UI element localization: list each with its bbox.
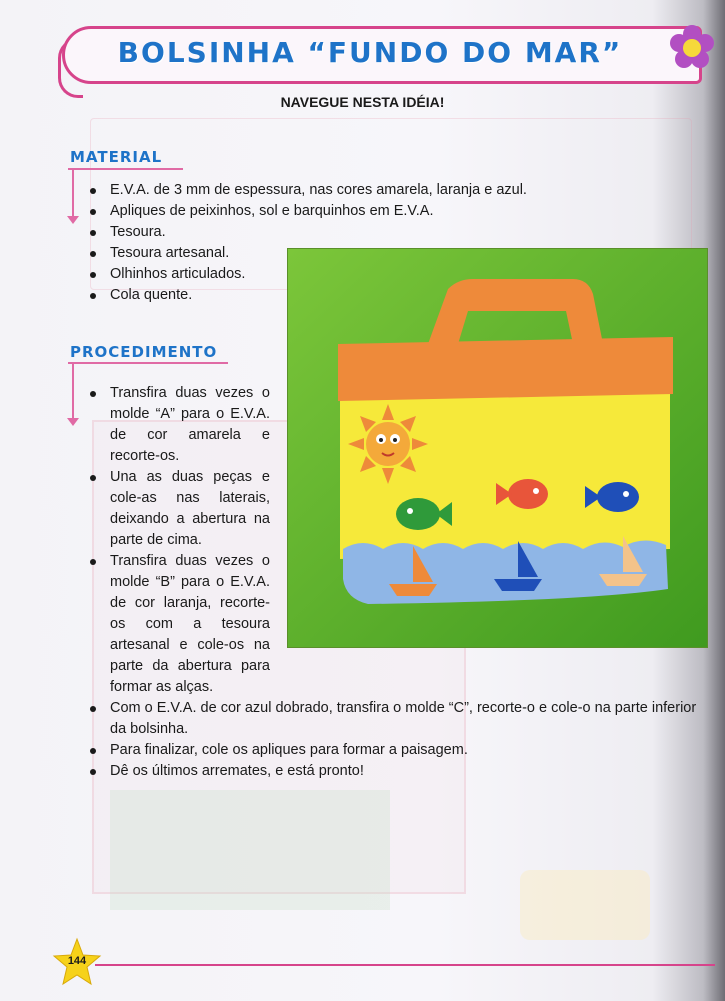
- material-arrow-icon: [72, 168, 74, 218]
- list-item: Com o E.V.A. de cor azul dobrado, transfira o molde “C”, recorte-o e cole-o na parte inferior da bolsinha.: [84, 698, 704, 740]
- material-heading: MATERIAL: [70, 148, 163, 166]
- flower-icon: [668, 24, 716, 72]
- list-item: Tesoura artesanal.: [84, 243, 604, 264]
- list-item: Transfira duas vezes o molde “B” para o E.V.A. de cor laranja, recorte-os com a tesoura artesanal e cole-os na parte da abertura para formar as alças.: [84, 551, 270, 698]
- list-item: Tesoura.: [84, 222, 604, 243]
- list-item: Cola quente.: [84, 285, 604, 306]
- list-item: Una as duas peças e cole-as nas laterais, deixando a abertura na parte de cima.: [84, 467, 270, 551]
- list-item: Apliques de peixinhos, sol e barquinhos em E.V.A.: [84, 201, 604, 222]
- footer-rule: [95, 964, 715, 966]
- list-item: Olhinhos articulados.: [84, 264, 604, 285]
- procedimento-arrow-icon: [72, 362, 74, 420]
- list-item: E.V.A. de 3 mm de espessura, nas cores amarela, laranja e azul.: [84, 180, 604, 201]
- subtitle: NAVEGUE NESTA IDÉIA!: [280, 94, 445, 110]
- page-number: 144: [67, 955, 87, 967]
- list-item: Para finalizar, cole os apliques para formar a paisagem.: [84, 740, 704, 761]
- material-heading-underline: [68, 168, 183, 170]
- show-through-flowers: [110, 790, 390, 910]
- show-through-note: [520, 870, 650, 940]
- procedimento-list: [84, 383, 704, 782]
- procedimento-heading: PROCEDIMENTO: [70, 343, 218, 361]
- procedimento-heading-underline: [68, 362, 228, 364]
- page-title: BOLSINHA “FUNDO DO MAR”: [117, 36, 623, 69]
- list-item: Transfira duas vezes o molde “A” para o E.V.A. de cor amarela e recorte-os.: [84, 383, 270, 467]
- list-item: Dê os últimos arremates, e está pronto!: [84, 761, 704, 782]
